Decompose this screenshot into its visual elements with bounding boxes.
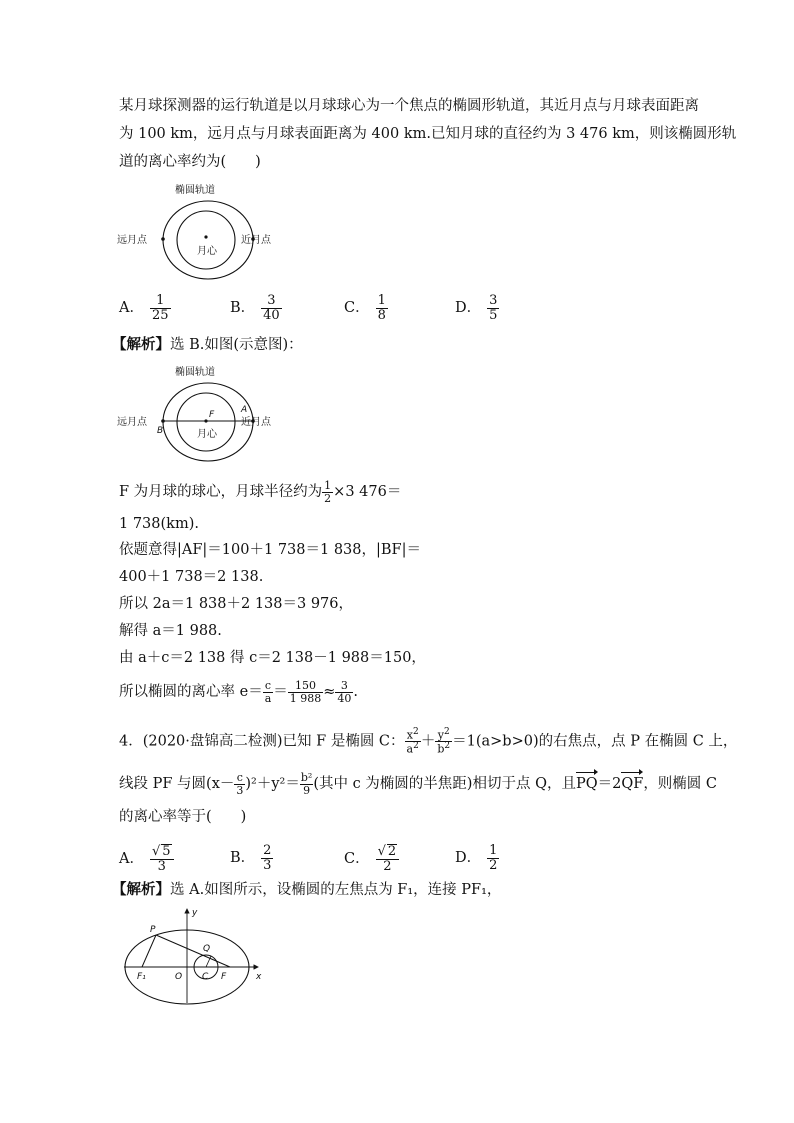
problem4-line3: 的离心率等于( ) — [119, 809, 247, 825]
problem3-analysis-intro: 【解析】选 B.如图(示意图)： — [112, 336, 303, 353]
p4-option-c-fraction: $\frac{√ 2}{2}$ — [376, 844, 400, 873]
problem4-line1: 4．(2020·盘锦高二检测)已知 F 是椭圆 C： $\frac{x^2}{a^2}$ ＋ $\frac{y^2}{b^2}$ ＝1(a>b>0)的右焦点，点 P 在椭圆 C 上， — [119, 727, 738, 756]
option-d[interactable]: D． $\frac{3}{5}$ — [455, 293, 498, 323]
y-axis-label: y — [192, 908, 198, 918]
point-a-label: A — [241, 405, 248, 415]
option-b[interactable]: B． $\frac{3}{40}$ — [230, 293, 280, 323]
option-d-fraction: $\frac{3}{5}$ — [489, 293, 498, 323]
p4-option-b[interactable]: B． $\frac{2}{3}$ — [230, 843, 272, 873]
option-c[interactable]: C． $\frac{1}{8}$ — [344, 293, 386, 323]
orbit-diagram — [115, 180, 285, 280]
vector-pq: PQ — [575, 776, 598, 793]
solution-line8: 所以椭圆的离心率 e＝ $\frac{c}{a}$ ＝ $\frac{150}{1 988}$ ≈ $\frac{3}{40}$ . — [119, 679, 359, 705]
perigee-label-2: 近月点 — [241, 417, 271, 428]
moon-center-label: 月心 — [197, 246, 217, 257]
e-fraction-approx: $\frac{3}{40}$ — [337, 679, 352, 705]
origin-label: O — [175, 972, 183, 982]
solution-line6: 解得 a＝1 988. — [119, 623, 222, 639]
problem3-stem-line1: 某月球探测器的运行轨道是以月球球心为一个焦点的椭圆形轨道，其近月点与月球表面距离 — [119, 98, 699, 114]
orbit-label-2: 椭圆轨道 — [175, 367, 215, 378]
option-b-fraction: $\frac{3}{40}$ — [263, 293, 280, 323]
p4-option-b-fraction: $\frac{2}{3}$ — [263, 843, 272, 873]
orbit-diagram-annotated — [115, 362, 285, 462]
problem3-stem-line2: 为 100 km，远月点与月球表面距离为 400 km.已知月球的直径约为 3 476 km，则该椭圆形轨 — [119, 126, 737, 142]
problem4-line2: 线段 PF 与圆(x－ $\frac{c}{3}$ )²＋y²＝ $\frac{\text{b²}}{9}$ (其中 c 为椭圆的半焦距)相切于点 Q，且PQ＝2QF，则椭圆 C — [119, 771, 718, 797]
point-b-dot — [161, 419, 165, 423]
perigee-label: 近月点 — [241, 235, 271, 246]
option-a[interactable]: A． $\frac{1}{25}$ — [119, 293, 169, 323]
p4-analysis-title: 【解析】 — [112, 881, 170, 898]
b2-over-9: $\frac{\text{b²}}{9}$ — [300, 771, 313, 797]
problem4-analysis: 【解析】选 A.如图所示，设椭圆的左焦点为 F₁，连接 PF₁， — [112, 881, 502, 898]
e-fraction-value: $\frac{150}{1 988}$ — [289, 679, 322, 705]
p4-option-a-fraction: $\frac{√ 5}{3}$ — [150, 844, 174, 873]
c-over-3: $\frac{c}{3}$ — [236, 771, 244, 797]
moon-center-label-2: 月心 — [197, 429, 217, 440]
apogee-dot — [161, 237, 165, 241]
p4-option-a[interactable]: A． $\frac{√ 5}{3}$ — [119, 844, 174, 873]
solution-line3: 依题意得|AF|＝100＋1 738＝1 838，|BF|＝ — [119, 542, 421, 558]
p4-option-d[interactable]: D． $\frac{1}{2}$ — [455, 843, 498, 873]
solution-line2: 1 738(km). — [119, 516, 199, 532]
x-axis-label: x — [256, 972, 262, 982]
orbit-label: 椭圆轨道 — [175, 185, 215, 196]
solution-line7: 由 a＋c＝2 138 得 c＝2 138－1 988＝150， — [119, 650, 426, 666]
segment-pf — [156, 935, 230, 967]
point-f1-label: F₁ — [137, 972, 146, 982]
solution-line4: 400＋1 738＝2 138. — [119, 569, 264, 585]
option-a-fraction: $\frac{1}{25}$ — [151, 293, 169, 323]
x2-over-a2: $\frac{x^2}{a^2}$ — [406, 727, 419, 756]
p4-option-d-fraction: $\frac{1}{2}$ — [489, 843, 498, 873]
moon-circle — [177, 211, 235, 269]
half-fraction: $\frac{1}{2}$ — [324, 479, 332, 505]
problem3-stem-line3: 道的离心率约为( ) — [119, 154, 261, 170]
point-f-label-2: F — [221, 972, 227, 982]
y2-over-b2: $\frac{y^2}{b^2}$ — [437, 727, 451, 756]
moon-center-dot — [204, 235, 207, 238]
analysis-title: 【解析】 — [112, 336, 170, 353]
apogee-label: 远月点 — [117, 235, 147, 246]
e-fraction-ca: $\frac{c}{a}$ — [264, 679, 272, 705]
vector-qf: QF — [621, 776, 644, 793]
p4-option-c[interactable]: C． $\frac{√ 2}{2}$ — [344, 844, 399, 873]
point-q-label: Q — [203, 944, 211, 954]
apogee-label-2: 远月点 — [117, 417, 147, 428]
solution-line1: F 为月球的球心，月球半径约为 $\frac{1}{2}$ ×3 476＝ — [119, 479, 402, 505]
point-f-label: F — [209, 410, 215, 420]
point-p-label: P — [150, 925, 156, 935]
ellipse-tangent-diagram — [120, 905, 270, 1005]
point-b-label: B — [157, 426, 164, 436]
option-c-fraction: $\frac{1}{8}$ — [377, 293, 386, 323]
solution-line5: 所以 2a＝1 838＋2 138＝3 976， — [119, 596, 354, 612]
focus-dot — [204, 419, 207, 422]
point-c-label: C — [202, 972, 209, 982]
